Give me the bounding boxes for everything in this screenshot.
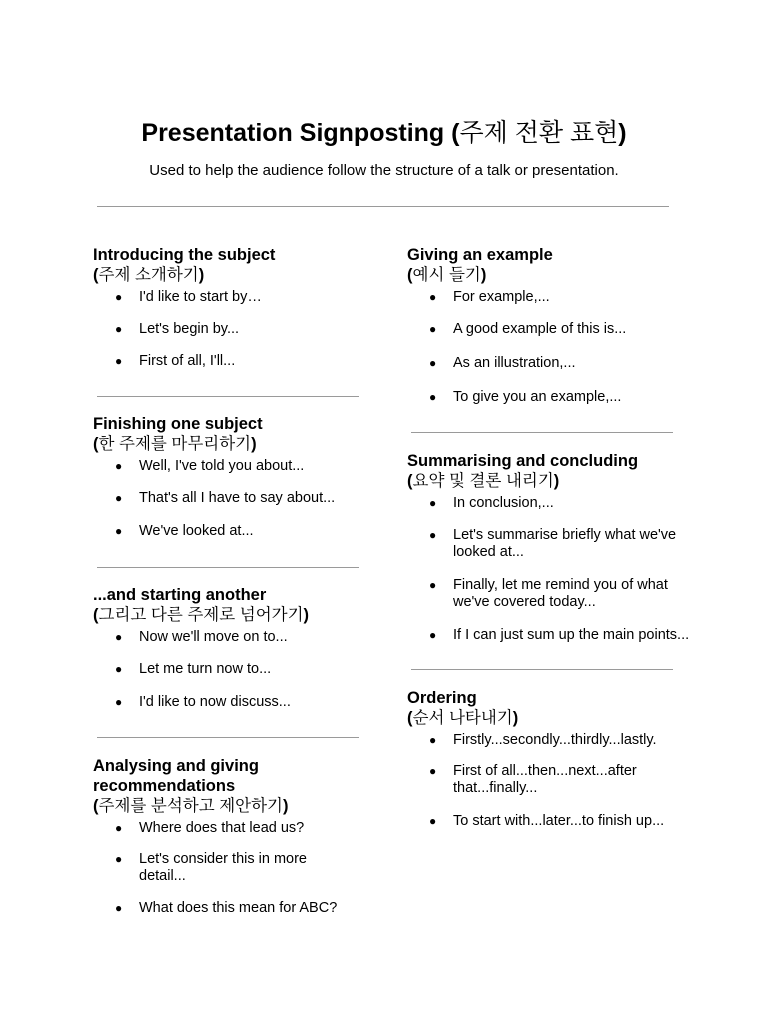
section-giving-example (407, 245, 682, 406)
list-item: ● Let me turn now to... (115, 661, 272, 677)
page-title (0, 116, 768, 150)
section-title: Finishing one subject (93, 415, 263, 433)
bullet-icon: ● (429, 322, 437, 336)
right-column (407, 245, 690, 830)
section-finishing-subject (93, 414, 368, 540)
page-subtitle: Used to help the audience follow the structure of a talk or presentation. (149, 162, 619, 179)
section-title: ...and starting another (93, 586, 267, 604)
bullet-icon: ● (115, 322, 123, 336)
bullet-icon: ● (115, 524, 123, 538)
list-item: ● First of all, I'll... (115, 353, 236, 369)
list-item: ● I'd like to now discuss... (115, 694, 291, 710)
section-korean: (주제를 분석하고 제안하기) (93, 797, 289, 815)
list-item: ● Let's summarise briefly what we've looked at... (429, 527, 677, 560)
list-item: ● Let's consider this in more detail... (115, 851, 307, 884)
bullet-icon: ● (429, 356, 437, 370)
bullet-icon: ● (429, 733, 437, 747)
page-title-ko: 주제 전환 표현 (459, 119, 619, 147)
section-korean: (주제 소개하기) (93, 266, 205, 284)
section-introducing-subject (93, 245, 368, 370)
section-divider (411, 669, 673, 670)
bullet-icon: ● (115, 662, 123, 676)
bullet-icon: ● (115, 290, 123, 304)
phrase-list (407, 289, 682, 406)
section-divider (97, 567, 359, 568)
list-item: ● What does this mean for ABC? (115, 900, 338, 916)
section-starting-another (93, 585, 368, 711)
bullet-icon: ● (115, 695, 123, 709)
section-title: Analysing and giving recommendations (93, 757, 259, 795)
section-ordering (407, 688, 682, 830)
bullet-icon: ● (115, 821, 123, 835)
page-title-en: Presentation Signposting (141, 119, 445, 147)
section-korean: (순서 나타내기) (407, 709, 519, 727)
phrase-list (93, 629, 368, 711)
bullet-icon: ● (115, 491, 123, 505)
bullet-icon: ● (429, 628, 437, 642)
bullet-icon: ● (115, 459, 123, 473)
list-item: ● If I can just sum up the main points... (429, 627, 690, 643)
list-item: ● A good example of this is... (429, 321, 627, 337)
bullet-icon: ● (115, 901, 123, 915)
section-analysing-recommendations (93, 756, 368, 917)
phrase-list (93, 458, 368, 540)
section-divider (97, 396, 359, 397)
bullet-icon: ● (429, 496, 437, 510)
phrase-list (407, 732, 682, 830)
section-summarising-concluding (407, 451, 690, 644)
bullet-icon: ● (429, 528, 437, 542)
section-divider (411, 432, 673, 433)
bullet-icon: ● (115, 852, 123, 866)
section-korean: (그리고 다른 주제로 넘어가기) (93, 606, 310, 624)
list-item: ● We've looked at... (115, 523, 254, 539)
list-item: ● To start with...later...to finish up... (429, 813, 665, 829)
list-item: ● I'd like to start by… (115, 289, 262, 305)
section-title: Ordering (407, 689, 477, 707)
section-korean: (한 주제를 마무리하기) (93, 435, 257, 453)
section-divider (97, 737, 359, 738)
list-item: ● Where does that lead us? (115, 820, 305, 836)
section-title: Introducing the subject (93, 246, 276, 264)
list-item: ● Let's begin by... (115, 321, 240, 337)
section-korean: (예시 들기) (407, 266, 487, 284)
bullet-icon: ● (429, 290, 437, 304)
list-item: ● Firstly...secondly...thirdly...lastly. (429, 732, 657, 748)
list-item: ● Well, I've told you about... (115, 458, 305, 474)
list-item: ● For example,... (429, 289, 550, 305)
phrase-list (93, 820, 368, 917)
bullet-icon: ● (429, 578, 437, 592)
section-korean: (요약 및 결론 내리기) (407, 472, 560, 490)
bullet-icon: ● (429, 814, 437, 828)
list-item: ● Now we'll move on to... (115, 629, 288, 645)
section-title: Giving an example (407, 246, 553, 264)
list-item: ● First of all...then...next...after that...finally... (429, 763, 637, 796)
phrase-list (93, 289, 368, 370)
left-column (93, 245, 368, 917)
bullet-icon: ● (115, 354, 123, 368)
list-item: ● As an illustration,... (429, 355, 576, 371)
bullet-icon: ● (429, 764, 437, 778)
page-title-ko-wrap: (주제 전환 표현) (451, 119, 627, 147)
phrase-list (407, 495, 690, 644)
list-item: ● That's all I have to say about... (115, 490, 336, 506)
list-item: ● In conclusion,... (429, 495, 554, 511)
bullet-icon: ● (429, 390, 437, 404)
section-title: Summarising and concluding (407, 452, 639, 470)
list-item: ● To give you an example,... (429, 389, 622, 405)
title-divider (97, 206, 669, 207)
bullet-icon: ● (115, 630, 123, 644)
list-item: ● Finally, let me remind you of what we've covered today... (429, 577, 668, 610)
